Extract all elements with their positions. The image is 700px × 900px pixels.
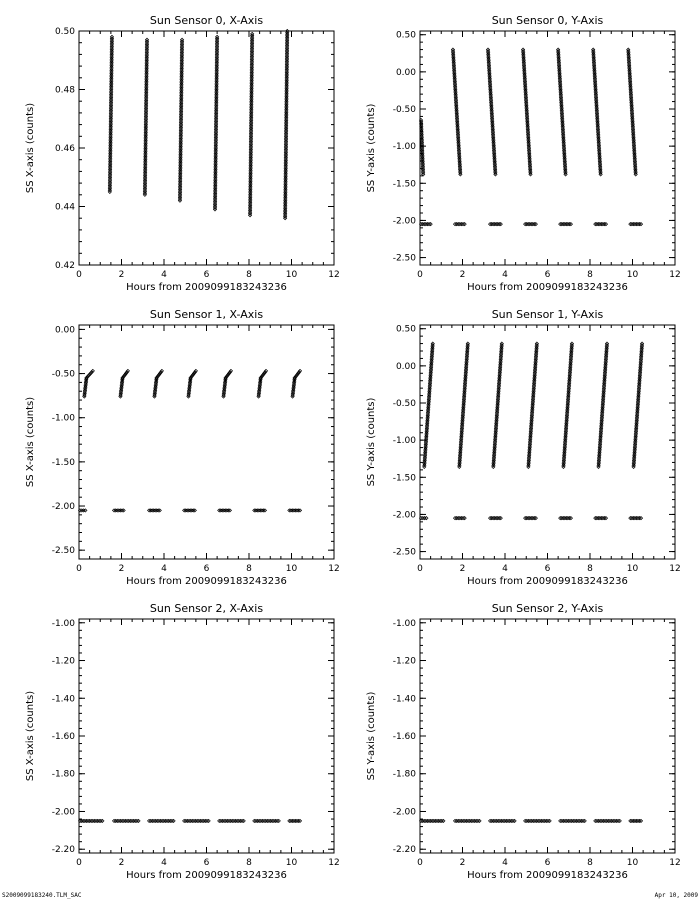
chart-title: Sun Sensor 0, X-Axis [149, 14, 264, 27]
chart-panel-2 [25, 308, 340, 587]
x-tick-label: 4 [502, 564, 508, 574]
y-tick-label: -1.60 [51, 732, 75, 742]
y-tick-label: -1.60 [392, 732, 416, 742]
y-tick-label: -1.20 [51, 656, 75, 667]
y-tick-label: -1.50 [392, 179, 416, 190]
chart-panel-5 [366, 602, 681, 881]
y-tick-label: -2.50 [392, 253, 416, 264]
x-tick-label: 0 [417, 564, 423, 574]
x-tick-label: 10 [285, 270, 298, 280]
x-tick-label: 6 [544, 564, 551, 574]
chart-title: Sun Sensor 1, Y-Axis [491, 308, 604, 321]
series-0 [78, 369, 301, 512]
x-tick-label: 12 [328, 858, 340, 868]
chart-panel-1 [366, 14, 681, 293]
x-tick-label: 8 [246, 270, 252, 280]
chart-title: Sun Sensor 1, X-Axis [149, 308, 264, 321]
y-tick-label: -2.20 [392, 845, 416, 856]
chart-title: Sun Sensor 0, Y-Axis [491, 14, 604, 27]
y-tick-label: 0.50 [395, 30, 416, 41]
y-tick-label: 0.00 [395, 361, 416, 372]
y-tick-label: -2.00 [51, 502, 75, 513]
y-tick-label: -1.50 [51, 457, 75, 468]
x-tick-label: 4 [502, 270, 508, 280]
plot-frame [420, 325, 675, 559]
footer-filename: S2009099183240.TLM_SAC [2, 892, 82, 899]
x-tick-label: 4 [161, 270, 167, 280]
y-tick-label: 0.42 [54, 261, 75, 271]
x-tick-label: 12 [669, 270, 681, 280]
x-tick-label: 4 [502, 858, 508, 868]
y-tick-label: -2.50 [51, 546, 75, 557]
plot-frame [79, 325, 334, 559]
x-tick-label: 10 [626, 858, 639, 868]
y-tick-label: -2.20 [51, 845, 75, 856]
y-tick-label: -2.00 [392, 216, 416, 227]
series-0 [108, 29, 289, 219]
x-tick-label: 6 [203, 270, 210, 280]
y-tick-label: -2.50 [392, 547, 416, 558]
y-tick-label: -1.00 [392, 142, 416, 153]
x-tick-label: 2 [118, 564, 125, 574]
x-tick-label: 2 [459, 564, 466, 574]
x-tick-label: 0 [76, 564, 82, 574]
y-tick-label: -0.50 [392, 399, 416, 409]
x-tick-label: 2 [118, 858, 125, 868]
y-tick-label: -1.00 [51, 413, 75, 424]
x-tick-label: 12 [328, 270, 340, 280]
x-tick-label: 12 [669, 858, 681, 868]
y-axis-label: SS X-axis (counts) [25, 396, 36, 488]
y-tick-label: 0.50 [54, 27, 75, 37]
y-tick-label: -1.40 [392, 694, 416, 705]
chart-panel-0 [25, 14, 340, 293]
x-axis-label: Hours from 2009099183243236 [467, 870, 628, 881]
x-tick-label: 0 [76, 858, 82, 868]
chart-title: Sun Sensor 2, X-Axis [149, 602, 264, 615]
y-tick-label: -1.00 [392, 436, 416, 447]
x-tick-label: 8 [587, 858, 593, 868]
x-axis-label: Hours from 2009099183243236 [126, 870, 287, 881]
y-axis-label: SS Y-axis (counts) [366, 103, 377, 193]
plot-frame [79, 31, 334, 265]
y-tick-label: -2.00 [51, 807, 75, 818]
y-axis-label: SS X-axis (counts) [25, 102, 36, 194]
y-tick-label: -0.50 [51, 369, 75, 380]
x-tick-label: 12 [669, 564, 681, 574]
x-axis-label: Hours from 2009099183243236 [467, 576, 628, 587]
chart-panel-3 [366, 308, 681, 587]
y-tick-label: -1.40 [51, 694, 75, 705]
x-axis-label: Hours from 2009099183243236 [467, 282, 628, 293]
series-0 [419, 819, 642, 822]
y-tick-label: -1.50 [392, 473, 416, 484]
y-tick-label: 0.46 [54, 144, 75, 154]
y-tick-label: -1.00 [51, 618, 75, 629]
x-tick-label: 4 [161, 858, 167, 868]
x-tick-label: 12 [328, 564, 340, 574]
x-tick-label: 10 [285, 564, 298, 574]
x-tick-label: 0 [76, 270, 82, 280]
x-tick-label: 0 [417, 858, 423, 868]
x-tick-label: 6 [544, 858, 551, 868]
y-tick-label: -2.00 [392, 510, 416, 521]
y-axis-label: SS X-axis (counts) [25, 690, 36, 782]
y-tick-label: -1.80 [51, 769, 75, 780]
series-0 [78, 819, 301, 822]
y-axis-label: SS Y-axis (counts) [366, 691, 377, 781]
x-tick-label: 10 [626, 270, 639, 280]
y-tick-label: 0.00 [54, 325, 75, 336]
x-axis-label: Hours from 2009099183243236 [126, 282, 287, 293]
footer-date: Apr 10, 2009 [654, 892, 698, 899]
x-tick-label: 8 [587, 564, 593, 574]
series-0 [419, 342, 643, 520]
x-tick-label: 0 [417, 270, 423, 280]
y-tick-label: 0.00 [395, 67, 416, 78]
x-tick-label: 10 [626, 564, 639, 574]
series-0 [419, 48, 642, 226]
x-tick-label: 6 [544, 270, 551, 280]
data-point [91, 369, 94, 372]
x-tick-label: 4 [161, 564, 167, 574]
y-tick-label: -1.20 [392, 656, 416, 667]
y-tick-label: -0.50 [392, 105, 416, 115]
x-axis-label: Hours from 2009099183243236 [126, 576, 287, 587]
x-tick-label: 2 [459, 270, 466, 280]
y-tick-label: 0.44 [54, 202, 75, 213]
y-tick-label: -1.80 [392, 769, 416, 780]
x-tick-label: 8 [587, 270, 593, 280]
chart-panel-4 [25, 602, 340, 881]
y-tick-label: -1.00 [392, 618, 416, 629]
y-tick-label: -2.00 [392, 807, 416, 818]
x-tick-label: 6 [203, 564, 210, 574]
plot-frame [420, 619, 675, 853]
y-axis-label: SS Y-axis (counts) [366, 397, 377, 487]
y-tick-label: 0.50 [395, 324, 416, 335]
x-tick-label: 2 [118, 270, 125, 280]
x-tick-label: 10 [285, 858, 298, 868]
plot-frame [79, 619, 334, 853]
x-tick-label: 8 [246, 858, 252, 868]
y-tick-label: 0.48 [54, 85, 75, 96]
chart-title: Sun Sensor 2, Y-Axis [491, 602, 604, 615]
x-tick-label: 2 [459, 858, 466, 868]
x-tick-label: 8 [246, 564, 252, 574]
x-tick-label: 6 [203, 858, 210, 868]
